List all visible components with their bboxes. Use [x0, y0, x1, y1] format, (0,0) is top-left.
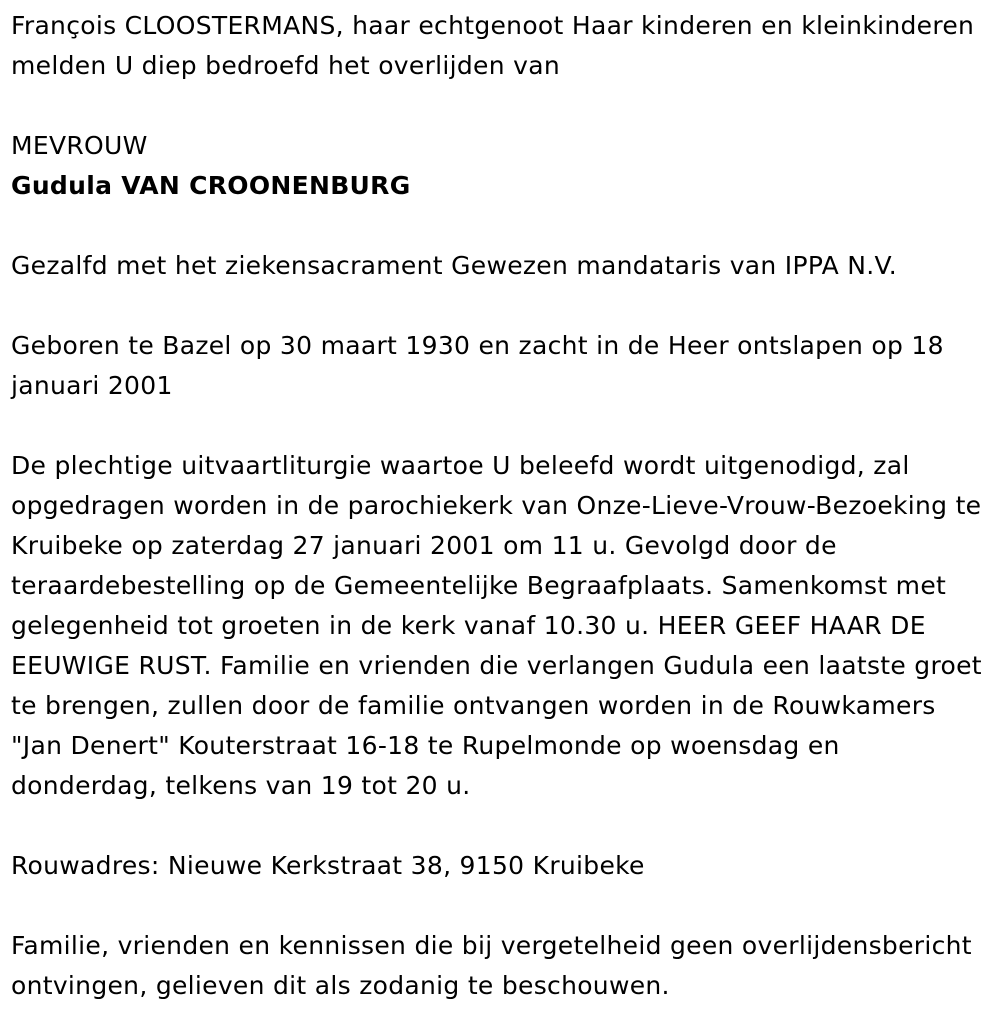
obituary-notice — [11, 6, 991, 1006]
deceased-name: Gudula VAN CROONENBURG — [11, 171, 411, 200]
closing-paragraph: Familie, vrienden en kennissen die bij vergetelheid geen overlijdensbericht ontvingen, gelieven dit als zodanig te beschouwen. — [11, 931, 972, 1000]
sacrament-paragraph: Gezalfd met het ziekensacrament Gewezen mandataris van IPPA N.V. — [11, 251, 897, 280]
funeral-details-paragraph: De plechtige uitvaartliturgie waartoe U beleefd wordt uitgenodigd, zal opgedragen worden in de parochiekerk van Onze-Lieve-Vrouw-Bezoeking te Kruibeke op zaterdag 27 januari 2001 om 11 u. Gevolgd door de teraardebestelling op de Gemeentelijke Begraafplaats. Samenkomst met gelegenheid tot groeten in de kerk vanaf 10.30 u. HEER GEEF HAAR DE EEUWIGE RUST. Familie en vrienden die verlangen Gudula een laatste groet te brengen, zullen door de familie ontvangen worden in de Rouwkamers "Jan Denert" Kouterstraat 16-18 te Rupelmonde op woensdag en donderdag, telkens van 19 tot 20 u. — [11, 451, 982, 800]
mourning-address: Rouwadres: Nieuwe Kerkstraat 38, 9150 Kruibeke — [11, 851, 645, 880]
intro-paragraph: François CLOOSTERMANS, haar echtgenoot Haar kinderen en kleinkinderen melden U diep bedroefd het overlijden van — [11, 11, 975, 80]
honorific-title: MEVROUW — [11, 131, 148, 160]
birth-death-paragraph: Geboren te Bazel op 30 maart 1930 en zacht in de Heer ontslapen op 18 januari 2001 — [11, 331, 944, 400]
